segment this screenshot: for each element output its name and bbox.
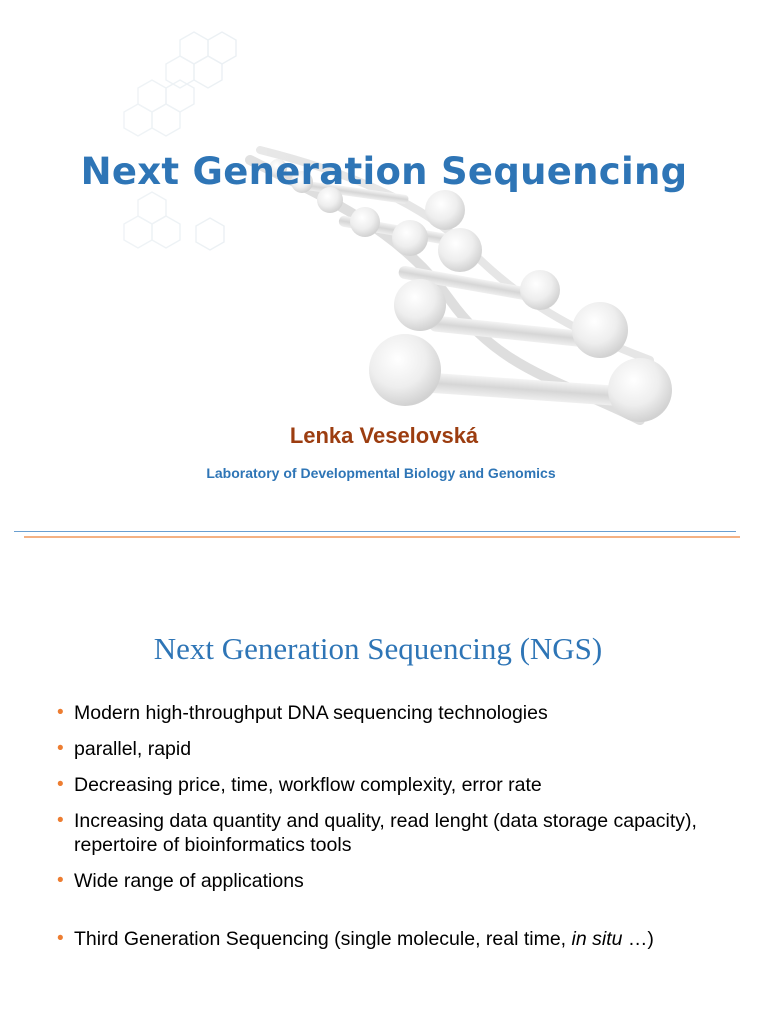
content-slide bbox=[0, 545, 768, 1024]
bullet-item: • Increasing data quantity and quality, read lenght (data storage capacity), repertoire of bioinformatics tools bbox=[57, 810, 697, 856]
bullet-dot-icon: • bbox=[57, 738, 64, 759]
bullet-item: • Modern high-throughput DNA sequencing technologies bbox=[57, 702, 548, 724]
bullet-item-third-generation: • Third Generation Sequencing (single molecule, real time, in situ …) bbox=[57, 928, 654, 950]
slide-title: Next Generation Sequencing (NGS) bbox=[153, 631, 603, 666]
bullet-item: • parallel, rapid bbox=[57, 738, 192, 760]
bullet-dot-icon: • bbox=[57, 870, 64, 891]
author-name: Lenka Veselovská bbox=[289, 423, 479, 448]
bullet-dot-icon: • bbox=[57, 928, 64, 949]
divider-orange bbox=[24, 536, 740, 538]
presentation-title: Next Generation Sequencing bbox=[80, 150, 688, 193]
bullet-dot-icon: • bbox=[57, 810, 64, 831]
divider-blue bbox=[14, 531, 736, 532]
affiliation: Laboratory of Developmental Biology and Genomics bbox=[206, 465, 556, 481]
bullet-dot-icon: • bbox=[57, 702, 64, 723]
bullet-list bbox=[57, 701, 747, 963]
bullet-dot-icon: • bbox=[57, 774, 64, 795]
bullet-item: • Wide range of applications bbox=[57, 870, 304, 892]
bullet-item: • Decreasing price, time, workflow complexity, error rate bbox=[57, 774, 542, 796]
